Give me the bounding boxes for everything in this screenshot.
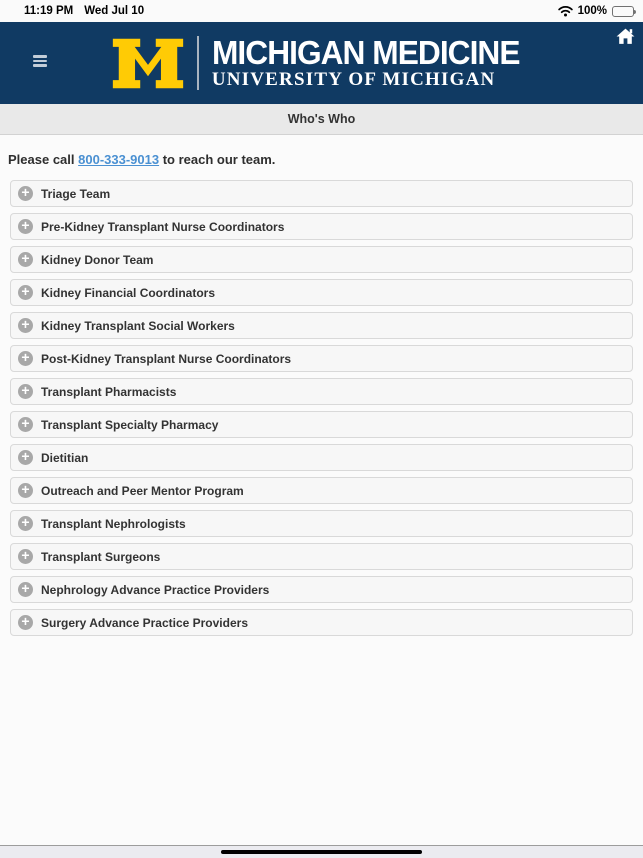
plus-circle-icon: + <box>18 615 33 630</box>
plus-circle-icon: + <box>18 483 33 498</box>
accordion-item-label: Post-Kidney Transplant Nurse Coordinators <box>41 351 292 366</box>
accordion-item-label: Transplant Specialty Pharmacy <box>41 417 219 432</box>
block-m-icon <box>111 35 185 92</box>
accordion-item-outreach-peer-mentor[interactable] <box>10 477 633 504</box>
michigan-medicine-logo <box>111 35 532 92</box>
team-accordion-list <box>0 180 643 636</box>
plus-circle-icon: + <box>18 450 33 465</box>
accordion-item-label: Transplant Nephrologists <box>41 516 186 531</box>
logo-divider <box>197 36 199 90</box>
intro-text <box>8 152 635 167</box>
plus-circle-icon: + <box>18 318 33 333</box>
intro-prefix: Please call <box>8 152 79 167</box>
status-date: Wed Jul 10 <box>84 5 145 17</box>
accordion-item-label: Surgery Advance Practice Providers <box>41 615 248 630</box>
accordion-item-specialty-pharmacy[interactable] <box>10 411 633 438</box>
plus-circle-icon: + <box>18 285 33 300</box>
home-indicator[interactable] <box>221 850 422 855</box>
accordion-item-triage-team[interactable] <box>10 180 633 207</box>
plus-circle-icon: + <box>18 351 33 366</box>
menu-button[interactable] <box>33 55 47 67</box>
plus-circle-icon: + <box>18 582 33 597</box>
plus-circle-icon: + <box>18 186 33 201</box>
home-button[interactable] <box>615 26 636 51</box>
accordion-item-kidney-financial-coordinators[interactable] <box>10 279 633 306</box>
accordion-item-label: Triage Team <box>41 186 111 201</box>
accordion-item-pre-kidney-coordinators[interactable] <box>10 213 633 240</box>
accordion-item-kidney-donor-team[interactable] <box>10 246 633 273</box>
plus-circle-icon: + <box>18 219 33 234</box>
status-time: 11:19 PM <box>24 5 74 17</box>
status-right <box>558 5 634 17</box>
accordion-item-label: Kidney Transplant Social Workers <box>41 318 235 333</box>
main-content <box>0 135 643 845</box>
battery-icon <box>612 6 634 17</box>
app-header <box>0 22 643 104</box>
accordion-item-label: Outreach and Peer Mentor Program <box>41 483 244 498</box>
accordion-item-label: Transplant Pharmacists <box>41 384 177 399</box>
brand-line1: MICHIGAN MEDICINE <box>211 33 520 71</box>
accordion-item-surgery-app[interactable] <box>10 609 633 636</box>
accordion-item-transplant-pharmacists[interactable] <box>10 378 633 405</box>
plus-circle-icon: + <box>18 516 33 531</box>
brand-line2: UNIVERSITY OF MICHIGAN <box>211 68 496 90</box>
accordion-item-label: Pre-Kidney Transplant Nurse Coordinators <box>41 219 285 234</box>
brand-text <box>211 33 532 91</box>
hamburger-icon <box>33 55 47 58</box>
plus-circle-icon: + <box>18 417 33 432</box>
accordion-item-label: Dietitian <box>41 450 89 465</box>
accordion-item-label: Kidney Donor Team <box>41 252 154 267</box>
battery-percent: 100% <box>577 5 607 17</box>
page-title-bar <box>0 104 643 135</box>
accordion-item-nephrology-app[interactable] <box>10 576 633 603</box>
bottom-bar <box>0 845 643 858</box>
page-title: Who's Who <box>287 112 356 126</box>
accordion-item-social-workers[interactable] <box>10 312 633 339</box>
plus-circle-icon: + <box>18 384 33 399</box>
accordion-item-transplant-surgeons[interactable] <box>10 543 633 570</box>
accordion-item-label: Transplant Surgeons <box>41 549 161 564</box>
status-bar <box>0 0 643 22</box>
home-icon <box>615 26 636 46</box>
accordion-item-post-kidney-coordinators[interactable] <box>10 345 633 372</box>
wifi-icon <box>558 5 573 17</box>
plus-circle-icon: + <box>18 252 33 267</box>
accordion-item-label: Kidney Financial Coordinators <box>41 285 216 300</box>
status-left <box>24 5 144 17</box>
accordion-item-transplant-nephrologists[interactable] <box>10 510 633 537</box>
intro-suffix: to reach our team. <box>159 152 276 167</box>
phone-link[interactable]: 800-333-9013 <box>78 152 160 167</box>
accordion-item-label: Nephrology Advance Practice Providers <box>41 582 270 597</box>
plus-circle-icon: + <box>18 549 33 564</box>
accordion-item-dietitian[interactable] <box>10 444 633 471</box>
